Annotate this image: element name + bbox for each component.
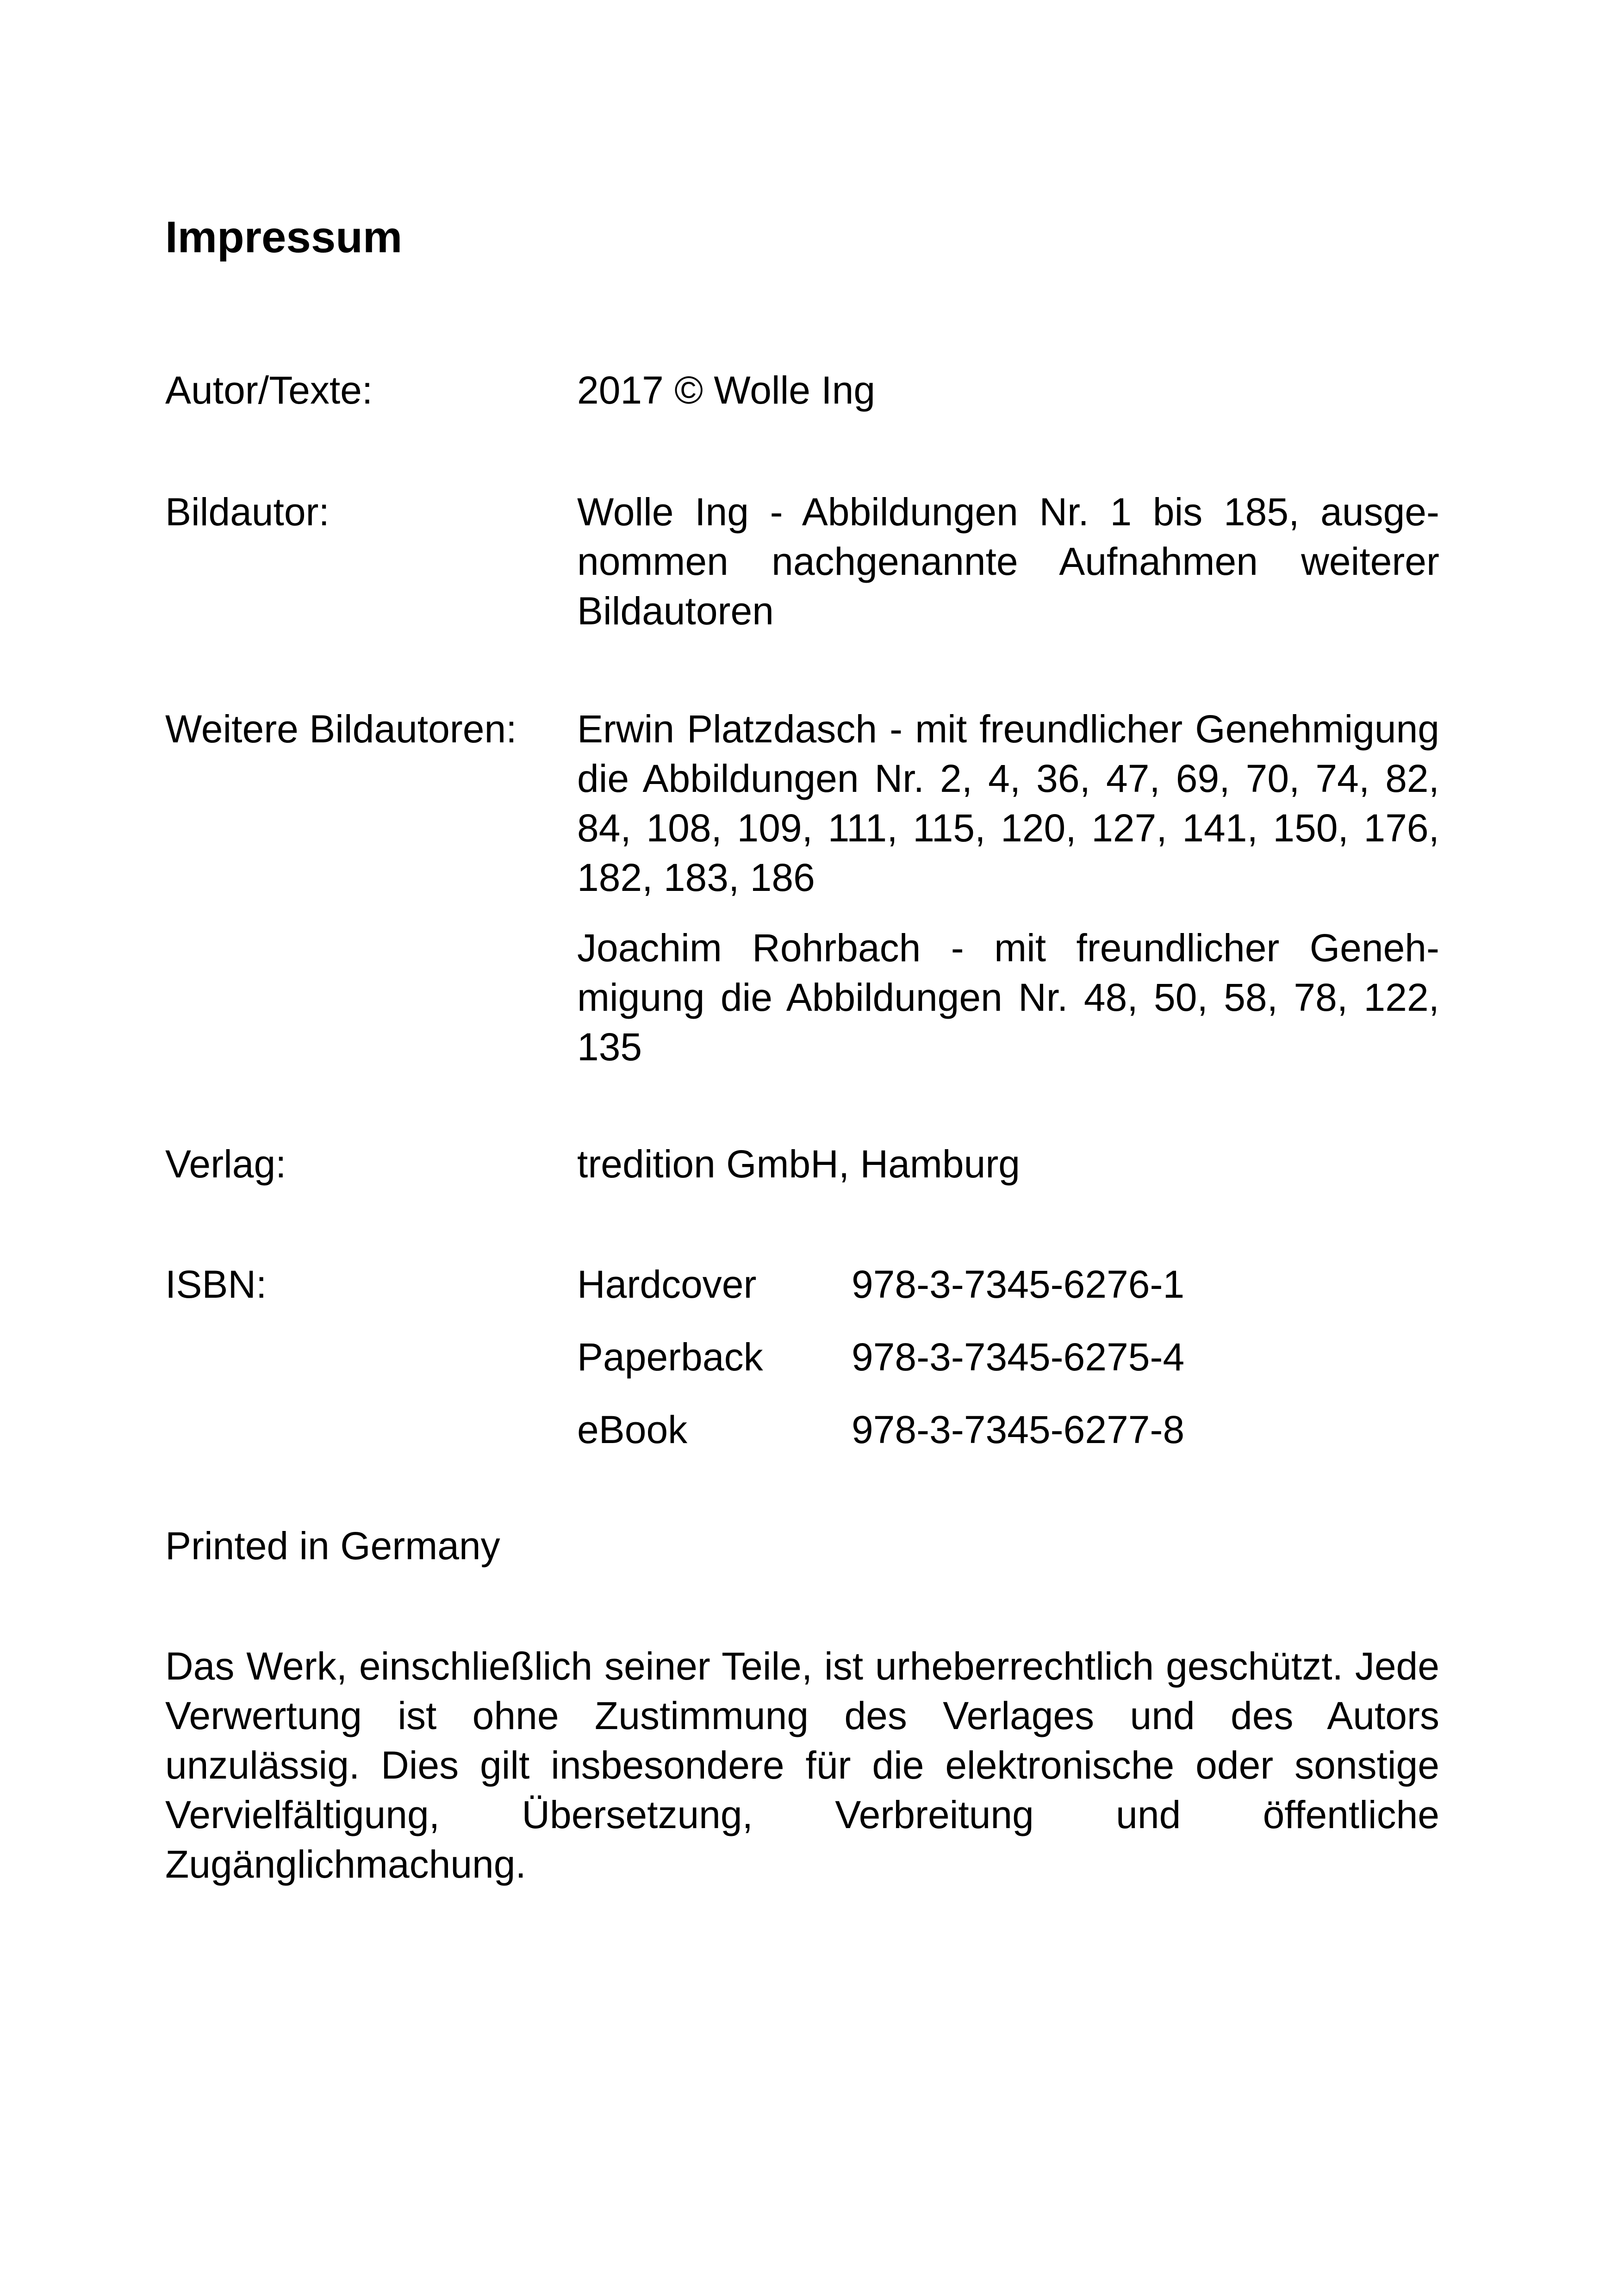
isbn-number-hardcover: 978-3-7345-6276-1	[852, 1263, 1185, 1306]
label-autor-texte: Autor/Texte:	[165, 368, 373, 412]
label-weitere-bildautoren: Weitere Bildautoren:	[165, 707, 517, 751]
isbn-type-ebook: eBook	[577, 1408, 688, 1451]
label-isbn: ISBN:	[165, 1263, 267, 1306]
isbn-number-paperback: 978-3-7345-6275-4	[852, 1335, 1185, 1379]
label-verlag: Verlag:	[165, 1142, 286, 1186]
copyright-notice: Das Werk, einschließlich seiner Teile, ist urheberrechtlich geschützt. Jede Verwertung ist ohne Zustimmung des Verlages und des Autors unzulässig. Dies gilt insbesondere für die elektronische oder sonstige Vervielfältigung, Übersetzung, Verbreitung und öffentliche Zugänglichmachung.	[165, 1644, 1439, 1886]
printed-in-germany: Printed in Germany	[165, 1524, 500, 1568]
isbn-type-paperback: Paperback	[577, 1335, 763, 1379]
page-title: Impressum	[165, 212, 403, 262]
isbn-type-hardcover: Hardcover	[577, 1263, 757, 1306]
value-bildautor: Wolle Ing - Abbildungen Nr. 1 bis 185, ausgenommen nachgenannte Aufnahmen weiterer Bildautoren	[577, 490, 1439, 633]
isbn-number-ebook: 978-3-7345-6277-8	[852, 1408, 1185, 1451]
value-autor-texte: 2017 © Wolle Ing	[577, 368, 876, 412]
label-bildautor: Bildautor:	[165, 490, 330, 534]
value-weitere-bildautoren-platzdasch: Erwin Platzdasch - mit freundlicher Genehmigung die Abbildungen Nr. 2, 4, 36, 47, 69, 70, 74, 82, 84, 108, 109, 111, 115, 120, 127, 141, 150, 176, 182, 183, 186	[577, 707, 1439, 899]
value-verlag: tredition GmbH, Hamburg	[577, 1142, 1021, 1186]
value-weitere-bildautoren-rohrbach: Joachim Rohrbach - mit freundlicher Genehmigung die Abbildungen Nr. 48, 50, 58, 78, 122, 135	[577, 926, 1439, 1069]
